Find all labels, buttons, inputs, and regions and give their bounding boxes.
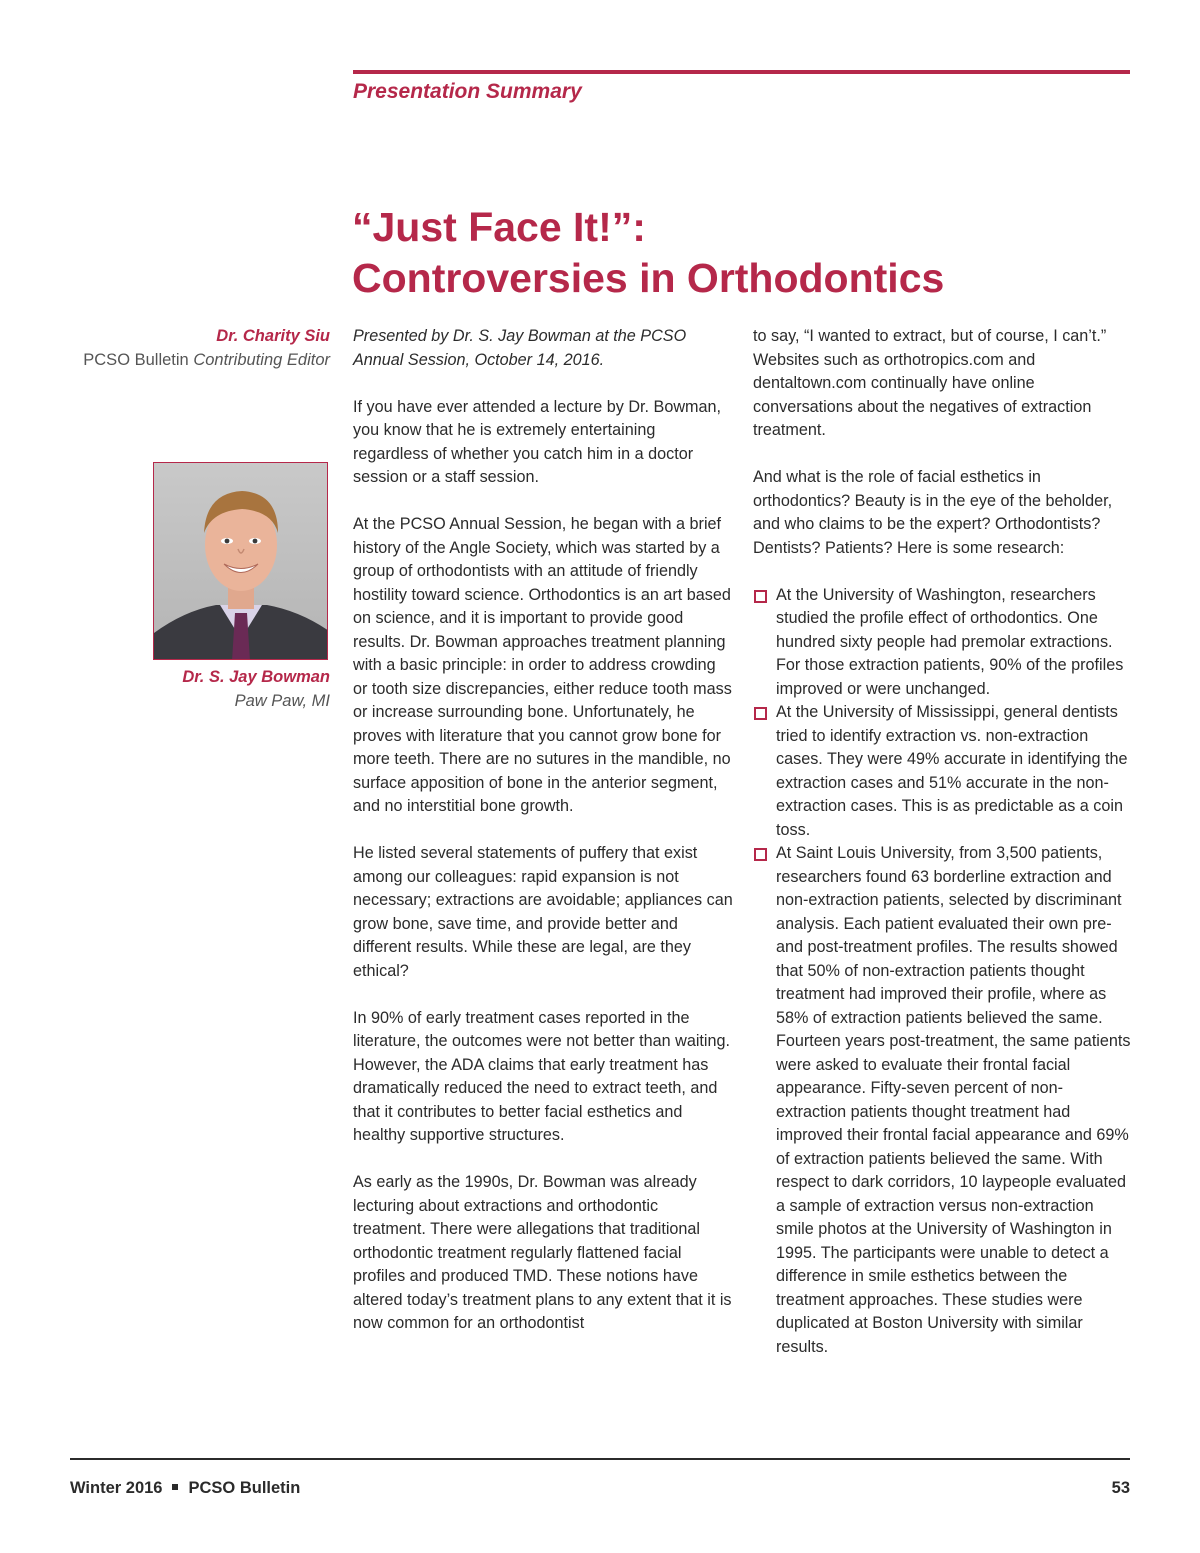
article-column-1 <box>353 325 733 1359</box>
body-paragraph: As early as the 1990s, Dr. Bowman was already lecturing about extractions and orthodontic treatment. There were allegations that traditional orthodontic treatment regularly flattened facial profiles and produced TMD. These notions have altered today’s treatment plans to any extent that it is now common for an orthodontist <box>353 1173 732 1332</box>
footer-separator-icon <box>172 1484 178 1490</box>
author-credit <box>40 324 330 372</box>
title-line-2: Controversies in Orthodontics <box>352 255 945 301</box>
presenter-photo <box>153 462 328 660</box>
footer-issue: Winter 2016 <box>70 1479 163 1497</box>
research-list-item: At the University of Washington, researchers studied the profile effect of orthodontics. One hundred sixty people had premolar extractions. For those extraction patients, 90% of the profiles improved or were unchanged. <box>753 584 1131 702</box>
page-number: 53 <box>1111 1479 1130 1497</box>
footer-issue-info <box>70 1479 300 1498</box>
section-label: Presentation Summary <box>353 80 582 103</box>
title-line-1: “Just Face It!”: <box>352 204 646 250</box>
footer-rule <box>70 1458 1130 1460</box>
body-paragraph: If you have ever attended a lecture by Dr. Bowman, you know that he is extremely entertaining regardless of whether you catch him in a doctor session or a staff session. <box>353 397 722 486</box>
research-list-item: At Saint Louis University, from 3,500 patients, researchers found 63 borderline extraction and non-extraction patients, selected by discriminant analysis. Each patient evaluated their own pre- and post-treatment profiles. The results showed that 50% of non-extraction patients thought treatment had improved their profile, where as 58% of extraction patients believed the same. Fourteen years post-treatment, the same patients were asked to evaluate their frontal facial appearance. Fifty-seven percent of non-extraction patients thought treatment had improved their frontal facial appearance and 69% of extraction patients believed the same. With respect to dark corridors, 10 laypeople evaluated a sample of extraction versus non-extraction smile photos at the University of Washington in 1995. The participants were unable to detect a difference in smile esthetics between the treatment approaches. These studies were duplicated at Boston University with similar results. <box>753 842 1131 1359</box>
presenter-location: Paw Paw, MI <box>234 692 330 710</box>
article-title <box>352 202 1129 304</box>
presenter-name: Dr. S. Jay Bowman <box>182 668 330 686</box>
research-list-item: At the University of Mississippi, general dentists tried to identify extraction vs. non-extraction cases. They were 49% accurate in identifying the extraction cases and 51% accurate in the non-extraction cases. This is as predictable as a coin toss. <box>753 701 1131 842</box>
author-role-title: Contributing Editor <box>193 351 330 369</box>
research-list <box>753 584 1131 1360</box>
presenter-credit <box>40 665 330 713</box>
article-column-2 <box>753 325 1131 1359</box>
presented-by: Presented by Dr. S. Jay Bowman at the PCSO Annual Session, October 14, 2016. <box>353 327 687 369</box>
author-name: Dr. Charity Siu <box>216 327 330 345</box>
author-role <box>40 348 330 372</box>
footer-publication: PCSO Bulletin <box>188 1479 301 1497</box>
body-paragraph: In 90% of early treatment cases reported in the literature, the outcomes were not better than waiting. However, the ADA claims that early treatment has dramatically reduced the need to extract teeth, and that it contributes to better facial esthetics and healthy supportive structures. <box>353 1008 731 1144</box>
author-role-publication: PCSO <box>83 351 131 369</box>
body-paragraph: At the PCSO Annual Session, he began with a brief history of the Angle Society, which was started by a group of orthodontists with an attitude of friendly hostility toward science. Orthodontics is an art based on science, and it is important to provide good results. Dr. Bowman approaches treatment planning with a basic principle: in order to address crowding or tooth size discrepancies, either reduce tooth mass or increase surrounding bone. Unfortunately, he proves with literature that you cannot grow bone for more teeth. There are no sutures in the mandible, no surface apposition of bone in the anterior segment, and no interstitial bone growth. <box>353 515 732 815</box>
body-paragraph: And what is the role of facial esthetics in orthodontics? Beauty is in the eye of the beholder, and who claims to be the expert? Orthodontists? Dentists? Patients? Here is some research: <box>753 468 1113 557</box>
body-paragraph: He listed several statements of puffery that exist among our colleagues: rapid expansion is not necessary; extractions are avoidable; appliances can grow bone, save time, and provide better and different results. While these are legal, are they ethical? <box>353 844 733 980</box>
header-rule <box>353 70 1130 74</box>
author-role-bulletin: Bulletin <box>130 351 194 369</box>
body-paragraph: to say, “I wanted to extract, but of course, I can’t.” Websites such as orthotropics.com and dentaltown.com continually have online conversations about the negatives of extraction treatment. <box>753 327 1107 439</box>
